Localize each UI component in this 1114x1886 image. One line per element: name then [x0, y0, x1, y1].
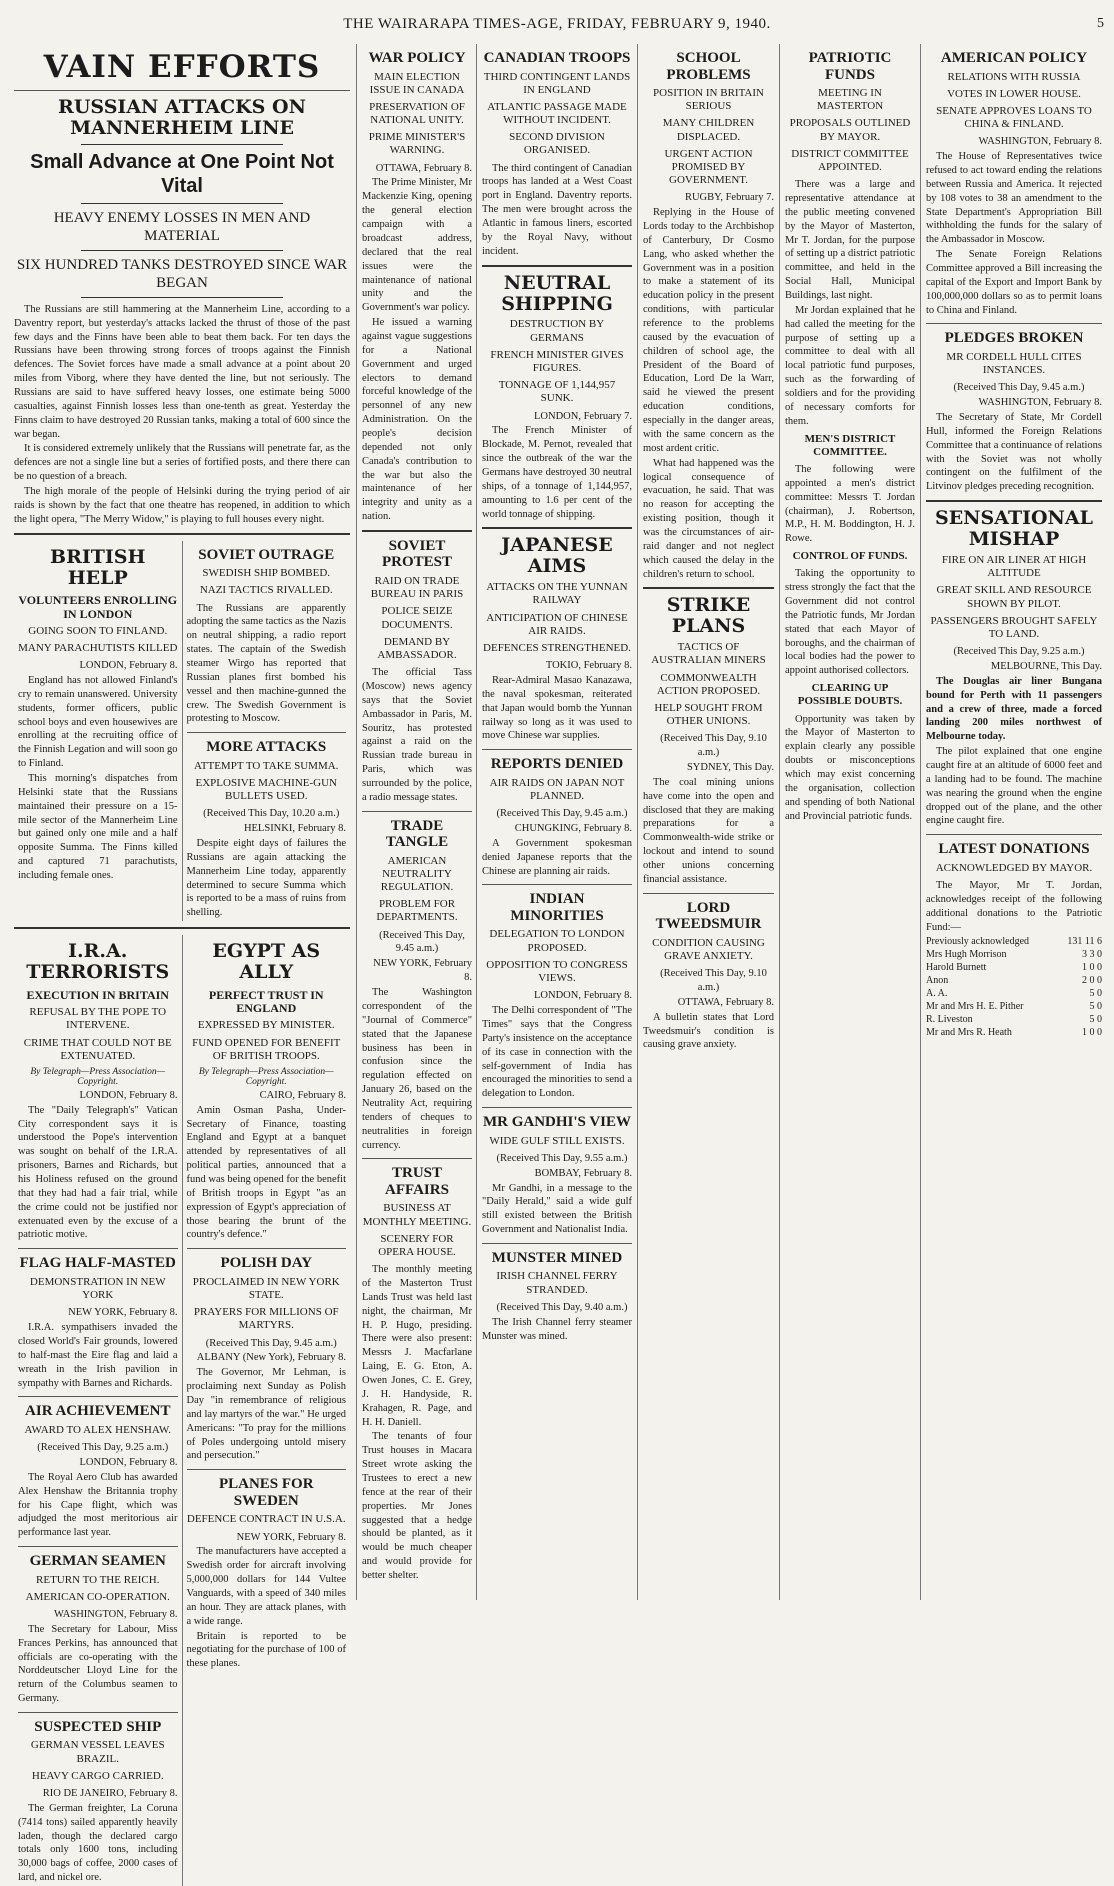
received-time: (Received This Day, 10.20 a.m.): [203, 808, 340, 820]
received-time: (Received This Day, 9.45 a.m.): [205, 1337, 337, 1349]
subhead: DESTRUCTION BY GERMANS: [509, 318, 605, 344]
donation-amount: 5 0: [1089, 1014, 1102, 1026]
subhead: CONDITION CAUSING GRAVE ANXIETY.: [652, 936, 765, 962]
paragraph: Amin Osman Pasha, Under-Secretary of Finance, toasting England and Egypt at a banquet attended by representatives of all political parties, announced that a fund was being opened for the benefit of British troops in Egypt "as an expression of Egypt's appreciation of those bearing the brunt of the country's defence.": [186, 1104, 346, 1241]
dateline: LONDON, February 8.: [79, 1089, 178, 1101]
article-egypt-as-ally: [182, 935, 351, 1886]
dek: REFUSAL BY THE POPE TO INTERVENE.: [29, 1006, 167, 1032]
dateline: WASHINGTON, February 8.: [978, 136, 1102, 148]
paragraph: There was a large and representative attendance at the public meeting convened by the Mayor of Masterton, Mr T. Jordan, for the purpose of setting up a district patriotic committee, and held in the Social Hall, Municipal Buildings, last night.: [785, 179, 915, 301]
paragraph: The Douglas air liner Bungana bound for Perth with 11 passengers and a crew of three, made a forced landing 200 miles northwest of Melbourne today.: [926, 675, 1102, 743]
paragraph: The Russians are still hammering at the Mannerheim Line, according to a Daventry report, but yesterday's attacks lacked the thrust of those of the past few days and the Finns have been able to beat them back. For ten days the Russians have been throwing strong forces of troops against the Finnish defences. The Soviet forces have made a small advance at a point about 20 miles from Viborg, where they have dented the line, but not seriously. The Russians are said to have suffered heavy losses, one estimate being 5000 casualties, against Finnish losses less than one-tenth as great. Yesterday the Finns claim to have destroyed 20 Russian tanks, making a total of 600 since the war began.: [14, 303, 350, 440]
subhead: RAID ON TRADE BUREAU IN PARIS: [370, 574, 464, 601]
headline: LORD TWEEDSMUIR: [655, 899, 762, 933]
headline: EGYPT AS ALLY: [212, 940, 321, 984]
headline: I.R.A. TERRORISTS: [26, 940, 170, 984]
subhead: EXECUTION IN BRITAIN: [26, 987, 169, 1002]
subhead: AMERICAN NEUTRALITY REGULATION.: [380, 854, 454, 894]
donation-row: [926, 1026, 1102, 1039]
column-rule: [637, 44, 638, 1600]
paragraph: The Governor, Mr Lehman, is proclaiming next Sunday as Polish Day "in remembrance of religious and lay martyrs of the war." He urged Americans: "To pray for the millions of Poles undergoing untold misery and persecution.": [186, 1367, 346, 1462]
dek: URGENT ACTION PROMISED BY GOVERNMENT.: [664, 147, 753, 187]
column-war-policy: [362, 44, 472, 1600]
paragraph: The "Daily Telegraph's" Vatican City correspondent says it is understood the Pope's intervention was sought on behalf of the I.R.A. prisoners, Barnes and Richards, but his Holiness refused on the ground that they had had a fair trial, while the crime could not be justified nor extenuated even by the excuse of a patriotic motive.: [18, 1104, 178, 1241]
donation-row: [926, 987, 1102, 1000]
subhead: DELEGATION TO LONDON PROPOSED.: [489, 928, 625, 954]
dek: MANY CHILDREN DISPLACED.: [662, 117, 755, 143]
paragraph: The official Tass (Moscow) news agency says that the Soviet Ambassador in Paris, M. Souritz, has protested against a raid on the Russian trade bureau in Paris, which was surrounded by the police, a radio message states.: [362, 667, 472, 803]
donor-name: A. A.: [926, 988, 948, 1000]
donation-row: [926, 935, 1102, 948]
section-subhead: MEN'S DISTRICT COMMITTEE.: [804, 432, 896, 458]
subhead: RETURN TO THE REICH.: [36, 1573, 160, 1586]
dek-heavy-losses: HEAVY ENEMY LOSSES IN MEN AND MATERIAL: [53, 209, 311, 244]
dek: DEFENCES STRENGTHENED.: [483, 641, 631, 654]
masthead: [0, 0, 1114, 36]
subhead: RELATIONS WITH RUSSIA: [947, 70, 1081, 83]
subhead: MR CORDELL HULL CITES INSTANCES.: [946, 350, 1082, 377]
headline-vain-efforts: VAIN EFFORTS: [43, 49, 321, 85]
headline: PLANES FOR SWEDEN: [218, 1476, 314, 1509]
dek: DISTRICT COMMITTEE APPOINTED.: [791, 147, 909, 173]
column-rule: [476, 44, 477, 1600]
paragraph: The Senate Foreign Relations Committee approved a Bill increasing the capital of the Export and Import Bank by 100,000,000 dollars so as to permit loans to China and Finland.: [926, 249, 1102, 316]
subhead: AWARD TO ALEX HENSHAW.: [24, 1423, 172, 1436]
dek: OPPOSITION TO CONGRESS VIEWS.: [486, 958, 628, 985]
dek: PROPOSALS OUTLINED BY MAYOR.: [789, 117, 911, 143]
paragraph: The House of Representatives twice refused to act toward ending the relations between Russia and America. It rejected by 108 votes to 38 an amendment to the State Department's Appropriation Bill withholding the funds for the salary of the Ambassador in Moscow.: [926, 151, 1102, 246]
dek: EXPRESSED BY MINISTER.: [197, 1019, 335, 1032]
dateline: LONDON, February 8.: [79, 1456, 178, 1468]
dek: HELP SOUGHT FROM OTHER UNIONS.: [654, 701, 763, 728]
donor-name: R. Liveston: [926, 1014, 973, 1026]
donation-amount: 5 0: [1089, 988, 1102, 1000]
paragraph: He issued a warning against vague suggestions for a National Government and urged electors to demand forceful knowledge of the personnel of any new Administration. On the people's decision depended not only Canada's contribution to the war but also the maintenance of her integrity and unity as a nation.: [362, 317, 472, 523]
dek: FUND OPENED FOR BENEFIT OF BRITISH TROOPS.: [192, 1036, 341, 1062]
donation-amount: 1 0 0: [1082, 1027, 1102, 1039]
paragraph: The monthly meeting of the Masterton Trust Lands Trust was held last night, the chairman, Mr H. P. Hugo, presiding. There were also present: Messrs J. Macfarlane Laing, E. G. Eton, A. Owen Jones, C. E. Grey, J. H. Handyside, R. Krahagen, R. Page, and H. H. Daniell.: [362, 1264, 472, 1428]
paragraph: Britain is reported to be negotiating for the purchase of 100 of these planes.: [186, 1630, 346, 1670]
paragraph: Despite eight days of failures the Russians are again attacking the Mannerheim Line today, apparently determined to secure Summa which is reported to be a mass of ruins from shelling.: [186, 838, 346, 919]
received-time: (Received This Day, 9.45 a.m.): [379, 929, 465, 955]
headline: PLEDGES BROKEN: [944, 330, 1084, 347]
paragraph: This morning's dispatches from Helsinki state that the Russians maintained their pressure on a 15-mile sector of the Mannerheim Line but gained only one mile and a half opposite Summa. The Finns killed and captured 71 parachutists, including female ones.: [18, 773, 178, 882]
headline: JAPANESE AIMS: [501, 534, 613, 578]
subhead: BUSINESS AT MONTHLY MEETING.: [362, 1202, 472, 1228]
paragraph: The Secretary for Labour, Miss Frances Perkins, has announced that officials are co-operating with the Norddeutscher Lloyd Line for the return of the Columbus seamen to Germany.: [18, 1623, 178, 1705]
dateline: LONDON, February 8.: [79, 660, 178, 672]
subhead: MEETING IN MASTERTON: [816, 87, 884, 113]
dateline: LONDON, February 8.: [534, 990, 632, 1002]
dateline: OTTAWA, February 8.: [375, 162, 472, 174]
subhead: MAIN ELECTION ISSUE IN CANADA: [369, 70, 465, 96]
dek: TONNAGE OF 1,144,957 SUNK.: [498, 379, 616, 405]
headline: WAR POLICY: [368, 50, 466, 66]
subhead: WIDE GULF STILL EXISTS.: [489, 1134, 625, 1147]
subhead-russian-attacks: RUSSIAN ATTACKS ON MANNERHEIM LINE: [58, 96, 306, 139]
section-subhead: CONTROL OF FUNDS.: [792, 550, 908, 563]
dek: PASSENGERS BROUGHT SAFELY TO LAND.: [930, 614, 1098, 640]
dek: GREAT SKILL AND RESOURCE SHOWN BY PILOT.: [936, 584, 1092, 610]
donation-row: [926, 1000, 1102, 1013]
headline: POLISH DAY: [220, 1255, 313, 1272]
headline: SUSPECTED SHIP: [34, 1718, 162, 1735]
subhead: POSITION IN BRITAIN SERIOUS: [653, 87, 764, 113]
dateline: NEW YORK, February 8.: [236, 1531, 346, 1543]
paragraph: Replying in the House of Lords today to the Archbishop of Canterbury, Dr Cosmo Lang, who asked whether the Government was in a position to make a statement of its education policy in the present conditions, with particular reference to the problems caused by the evacuation of children of school age, the President of the Board of Education, Lord De la Warr, said he viewed the present education conditions, especially in the danger areas, with the same concern as the most ardent critic.: [643, 207, 774, 454]
paragraph: A bulletin states that Lord Tweedsmuir's condition is causing grave anxiety.: [643, 1011, 774, 1051]
headline: TRUST AFFAIRS: [385, 1165, 449, 1198]
donor-name: Mr and Mrs R. Heath: [926, 1027, 1012, 1039]
dateline: HELSINKI, February 8.: [243, 823, 346, 835]
received-time: (Received This Day, 9.25 a.m.): [953, 646, 1085, 658]
dek: SECOND DIVISION ORGANISED.: [509, 131, 605, 157]
subhead: GERMAN VESSEL LEAVES BRAZIL.: [30, 1739, 165, 1765]
dek: DEMAND BY AMBASSADOR.: [377, 635, 457, 661]
dateline: SYDNEY, This Day.: [686, 762, 774, 773]
paragraph: England has not allowed Finland's cry to remain unanswered. University students, former officers, public school boys and even housewives are enrolling at the recruiting office of the Finnish Legation and will soon go to Finland.: [18, 675, 178, 770]
subhead: PERFECT TRUST IN ENGLAND: [208, 987, 324, 1016]
received-time: (Received This Day, 9.10 a.m.): [660, 733, 767, 759]
subhead: FIRE ON AIR LINER AT HIGH ALTITUDE: [941, 553, 1087, 580]
dateline: WASHINGTON, February 8.: [54, 1608, 178, 1620]
column-school-problems: [643, 44, 774, 1600]
dek: ATLANTIC PASSAGE MADE WITHOUT INCIDENT.: [487, 100, 627, 127]
dateline: OTTAWA, February 8.: [677, 996, 774, 1008]
dateline: ALBANY (New York), February 8.: [196, 1352, 346, 1364]
paragraph: The Russians are apparently adopting the same tactics as the Nazis on neutral shipping, a radio report states. The captain of the Swedish steamer Wirgo has reported that Russian planes first bombed his vessel and then machine-gunned the crew. The Swedish Government is protesting to Moscow.: [186, 602, 346, 725]
paragraph: A Government spokesman denied Japanese reports that the Chinese are planning air raids.: [482, 837, 632, 877]
paragraph: I.R.A. sympathisers invaded the closed World's Fair grounds, lowered to half-mast the Eire flag and laid a wreath in the Irish pavilion in sympathy with Barnes and Richards.: [18, 1322, 178, 1389]
headline: MR GANDHI'S VIEW: [482, 1114, 632, 1131]
dateline: LONDON, February 7.: [534, 410, 632, 422]
dateline: WASHINGTON, February 8.: [978, 397, 1102, 409]
dek: HEAVY CARGO CARRIED.: [31, 1769, 164, 1782]
paragraph: Opportunity was taken by the Mayor of Masterton to explain clearly any possible doubts or misconceptions which may exist concerning the organisation, collection and spending of both National and Provincial patriotic funds.: [785, 713, 915, 822]
paragraph: The following were appointed a men's district committee: Messrs T. Jordan (chairman), J. Robertson, M.P., H. M. Boddington, H. J. Rowe.: [785, 463, 915, 545]
donation-amount: 2 0 0: [1082, 975, 1102, 987]
dateline: CAIRO, February 8.: [259, 1089, 346, 1101]
headline: TRADE TANGLE: [385, 817, 449, 851]
column-rule: [356, 44, 357, 1600]
headline: AIR ACHIEVEMENT: [25, 1403, 171, 1420]
headline: SOVIET OUTRAGE: [198, 546, 335, 563]
article-ira-terrorists: [14, 935, 182, 1886]
dateline: NEW YORK, February 8.: [68, 1307, 178, 1319]
dek: GOING SOON TO FINLAND.: [28, 624, 168, 637]
byline: By Telegraph—Press Association—Copyright.: [30, 1066, 166, 1087]
paragraph: The pilot explained that one engine caught fire at an altitude of 6000 feet and a landing had to be found. The machine was nearing the ground when the engine dropped out of the plane, and the other engine caught fire.: [926, 746, 1102, 827]
dek: ANTICIPATION OF CHINESE AIR RAIDS.: [486, 611, 628, 637]
page-number: 5: [1097, 16, 1104, 31]
headline: BRITISH HELP: [50, 545, 146, 589]
column-rule: [779, 44, 780, 1600]
donation-row: [926, 1013, 1102, 1026]
headline: MORE ATTACKS: [206, 739, 327, 756]
headline: SCHOOL PROBLEMS: [666, 50, 751, 83]
headline: AMERICAN POLICY: [940, 50, 1088, 66]
dek: PROBLEM FOR DEPARTMENTS.: [376, 898, 458, 924]
paragraph: Taking the opportunity to stress strongly the fact that the Government did not control the Patriotic funds, Mr Jordan stated that each Mayor of boroughs, and the chairman of local bodies had the power to appoint authorised collectors.: [785, 568, 915, 677]
dek: COMMONWEALTH ACTION PROPOSED.: [656, 671, 761, 697]
headline: PATRIOTIC FUNDS: [808, 50, 892, 83]
paragraph: The Royal Aero Club has awarded Alex Henshaw the Britannia trophy for his Cape flight, which was adjudged the most meritorious air performance last year.: [18, 1471, 178, 1539]
donation-row: [926, 974, 1102, 987]
dek: ATTEMPT TO TAKE SUMMA.: [194, 759, 339, 772]
dateline: NEW YORK, February 8.: [373, 958, 472, 984]
paragraph: The German freighter, La Coruna (7414 tons) sailed apparently heavily laden, though the declared cargo totals only 1600 tons, including 30,000 bags of coffee, 2000 cases of lard, and nickel ore.: [18, 1802, 178, 1884]
paragraph: It is considered extremely unlikely that the Russians will penetrate far, as the defences are not a single line but a series of fortified posts, and there there can be no question of a breach.: [14, 443, 350, 483]
paragraph: The French Minister of Blockade, M. Pernot, revealed that since the outbreak of the war the Germans have destroyed 30 neutral ships, of a tonnage of 1,144,957, amounting to 1.6 per cent of the world tonnage of shipping.: [482, 425, 632, 520]
paragraph: The Delhi correspondent of "The Times" says that the Congress Party's insistence on the acceptance of its case in connection with the self-government of India has encouraged the minorities to send a delegation to London.: [482, 1005, 632, 1100]
subhead: DEMONSTRATION IN NEW YORK: [29, 1275, 166, 1302]
paragraph: The high morale of the people of Helsinki during the trying period of air raids is shown by the fact that one theatre has reopened, in addition to which the light opera, "The Merry Widow," is playing to full houses every night.: [14, 486, 350, 525]
received-time: (Received This Day, 9.10 a.m.): [660, 968, 767, 993]
donor-name: Mr and Mrs H. E. Pither: [926, 1001, 1024, 1013]
subhead: IRISH CHANNEL FERRY STRANDED.: [496, 1270, 618, 1296]
dek: PRESERVATION OF NATIONAL UNITY.: [369, 100, 465, 127]
paragraph: The manufacturers have accepted a Swedish order for aircraft involving 5,000,000 dollars for 144 Vultee Vanguards, with a speed of 340 miles an hour. They are attack planes, with a wide range.: [186, 1546, 346, 1627]
headline: LATEST DONATIONS: [938, 841, 1090, 858]
headline: INDIAN MINORITIES: [510, 891, 604, 924]
donor-name: Anon: [926, 975, 949, 987]
paragraph: Rear-Admiral Masao Kanazawa, the naval spokesman, reiterated that Japan would bomb the Yunnan railway so long as it was used to move Chinese war supplies.: [482, 675, 632, 742]
donations-list: [926, 935, 1102, 1039]
subhead: TACTICS OF AUSTRALIAN MINERS: [651, 641, 766, 667]
headline: MUNSTER MINED: [491, 1249, 623, 1266]
paragraph: The Prime Minister, Mr Mackenzie King, opening the general election campaign with a broadcast address, declared that the real issues were the maintenance of national unity and the Government's war policy.: [362, 177, 472, 314]
subhead: THIRD CONTINGENT LANDS IN ENGLAND: [483, 70, 631, 96]
dek: POLICE SEIZE DOCUMENTS.: [381, 605, 453, 631]
received-time: (Received This Day, 9.25 a.m.): [37, 1442, 169, 1454]
newspaper-title: THE WAIRARAPA TIMES-AGE, FRIDAY, FEBRUARY 9, 1940.: [343, 16, 771, 32]
paragraph: Mr Gandhi, in a message to the "Daily Herald," said a wide gulf still existed between the British Government and Nationalist India.: [482, 1182, 632, 1236]
dek-small-advance: Small Advance at One Point Not Vital: [30, 150, 334, 197]
dateline: RUGBY, February 7.: [684, 192, 774, 204]
donation-row: [926, 961, 1102, 974]
paragraph: The Washington correspondent of the "Journal of Commerce" stated that the Japanese business has been in confusion since the regulation effected on January 26, based on the Neutrality Act, requiring tenders of cheques to neutralities in foreign currency.: [362, 987, 472, 1151]
received-time: (Received This Day, 9.45 a.m.): [953, 382, 1085, 394]
dek: PRAYERS FOR MILLIONS OF MARTYRS.: [193, 1306, 339, 1332]
subhead: AIR RAIDS ON JAPAN NOT PLANNED.: [489, 776, 625, 802]
received-time: (Received This Day, 9.55 a.m.): [496, 1152, 628, 1164]
headline: GERMAN SEAMEN: [29, 1553, 166, 1570]
dek: SENATE APPROVES LOANS TO CHINA & FINLAND.: [936, 104, 1092, 131]
paragraph: The coal mining unions have come into the open and disclosed that they are making preparations for a Commonwealth-wide strike or lockout and intend to sound other unions concerning financial assistance.: [643, 776, 774, 885]
dek: FRENCH MINISTER GIVES FIGURES.: [490, 348, 624, 374]
headline: NEUTRAL SHIPPING: [501, 271, 613, 315]
donor-name: Harold Burnett: [926, 962, 987, 974]
section-subhead: CLEARING UP POSSIBLE DOUBTS.: [797, 682, 903, 708]
donation-amount: 131 11 6: [1067, 936, 1102, 948]
headline: FLAG HALF-MASTED: [19, 1255, 176, 1272]
paragraph: The third contingent of Canadian troops has landed at a West Coast port in England. Daventry reports. The men were brought across the Atlantic in famous liners, escorted by the Royal Navy, without incident.: [482, 162, 632, 257]
article-british-help: [14, 541, 182, 922]
dek: VOTES IN LOWER HOUSE.: [947, 87, 1081, 100]
dek: AMERICAN CO-OPERATION.: [25, 1590, 170, 1603]
column-american-policy: [926, 44, 1102, 1600]
dek: SCENERY FOR OPERA HOUSE.: [378, 1232, 456, 1258]
byline: By Telegraph—Press Association—Copyright.: [198, 1066, 334, 1087]
column-patriotic-funds: [785, 44, 915, 1600]
paragraph: What had happened was the logical consequence of evacuation, he said. That was no reason for accepting the existing position, though it was the circumstances of air-raid danger and not neglect which caused the delay in the children's return to school.: [643, 457, 774, 580]
donation-amount: 1 0 0: [1082, 962, 1102, 974]
headline: SENSATIONAL MISHAP: [934, 507, 1094, 551]
column-left: [14, 44, 350, 1884]
dek: EXPLOSIVE MACHINE-GUN BULLETS USED.: [195, 776, 337, 803]
dek: PRIME MINISTER'S WARNING.: [368, 131, 466, 157]
subhead: ACKNOWLEDGED BY MAYOR.: [935, 861, 1093, 874]
paragraph: The Mayor, Mr T. Jordan, acknowledges receipt of the following additional donations to the Patriotic Fund:—: [926, 879, 1102, 933]
paragraph: The Irish Channel ferry steamer Munster was mined.: [482, 1316, 632, 1342]
donation-amount: 5 0: [1089, 1001, 1102, 1013]
donation-row: [926, 948, 1102, 961]
donor-name: Previously acknowledged: [926, 936, 1030, 948]
dek: MANY PARACHUTISTS KILLED: [18, 641, 178, 654]
article-vain-efforts: [14, 303, 350, 527]
donor-name: Mrs Hugh Morrison: [926, 949, 1007, 961]
headline: CANADIAN TROOPS: [483, 50, 631, 66]
headline: SOVIET PROTEST: [381, 537, 453, 571]
headline: STRIKE PLANS: [666, 594, 751, 638]
subhead: DEFENCE CONTRACT IN U.S.A.: [186, 1513, 346, 1526]
article-soviet-outrage: [182, 541, 351, 922]
dek: CRIME THAT COULD NOT BE EXTENUATED.: [23, 1036, 172, 1062]
paragraph: The Secretary of State, Mr Cordell Hull, informed the Foreign Relations Committee that a continuance of relations with the Soviet was not wholly contingent on the fulfilment of the Litvinov pledges preceding recognition.: [926, 412, 1102, 493]
column-canadian-troops: [482, 44, 632, 1600]
subhead: PROCLAIMED IN NEW YORK STATE.: [192, 1275, 340, 1302]
subhead: VOLUNTEERS ENROLLING IN LONDON: [18, 593, 178, 621]
row-ira-egypt: [14, 935, 350, 1886]
dateline: TOKIO, February 8.: [545, 660, 632, 672]
dateline: MELBOURNE, This Day.: [990, 660, 1102, 672]
headline: REPORTS DENIED: [490, 756, 624, 773]
dateline: CHUNGKING, February 8.: [514, 823, 632, 835]
subhead: ATTACKS ON THE YUNNAN RAILWAY: [486, 581, 628, 607]
dek: NAZI TACTICS RIVALLED.: [199, 584, 333, 597]
received-time: (Received This Day, 9.45 a.m.): [496, 808, 628, 820]
dateline: BOMBAY, February 8.: [534, 1167, 632, 1179]
received-time: (Received This Day, 9.40 a.m.): [496, 1301, 628, 1313]
paragraph: The tenants of four Trust houses in Macara Street wrote asking the Trustees to erect a new fence at the rear of their properties. Mr Jones suggested that a hedge should be planted, as it would be much cheaper and would provide for better shelter.: [362, 1431, 472, 1582]
paragraph: Mr Jordan explained that he had called the meeting for the purpose of setting up a committee to deal with all local patriotic fund purposes, such as the forwarding of soldiers and for the providing of necessary comforts for them.: [785, 304, 915, 427]
dek: SWEDISH SHIP BOMBED.: [202, 567, 331, 580]
dek-six-hundred-tanks: SIX HUNDRED TANKS DESTROYED SINCE WAR BEGAN: [16, 256, 348, 291]
row-british-soviet: [14, 541, 350, 922]
donation-amount: 3 3 0: [1082, 949, 1102, 961]
dateline: RIO DE JANEIRO, February 8.: [42, 1788, 178, 1800]
column-rule: [920, 44, 921, 1600]
